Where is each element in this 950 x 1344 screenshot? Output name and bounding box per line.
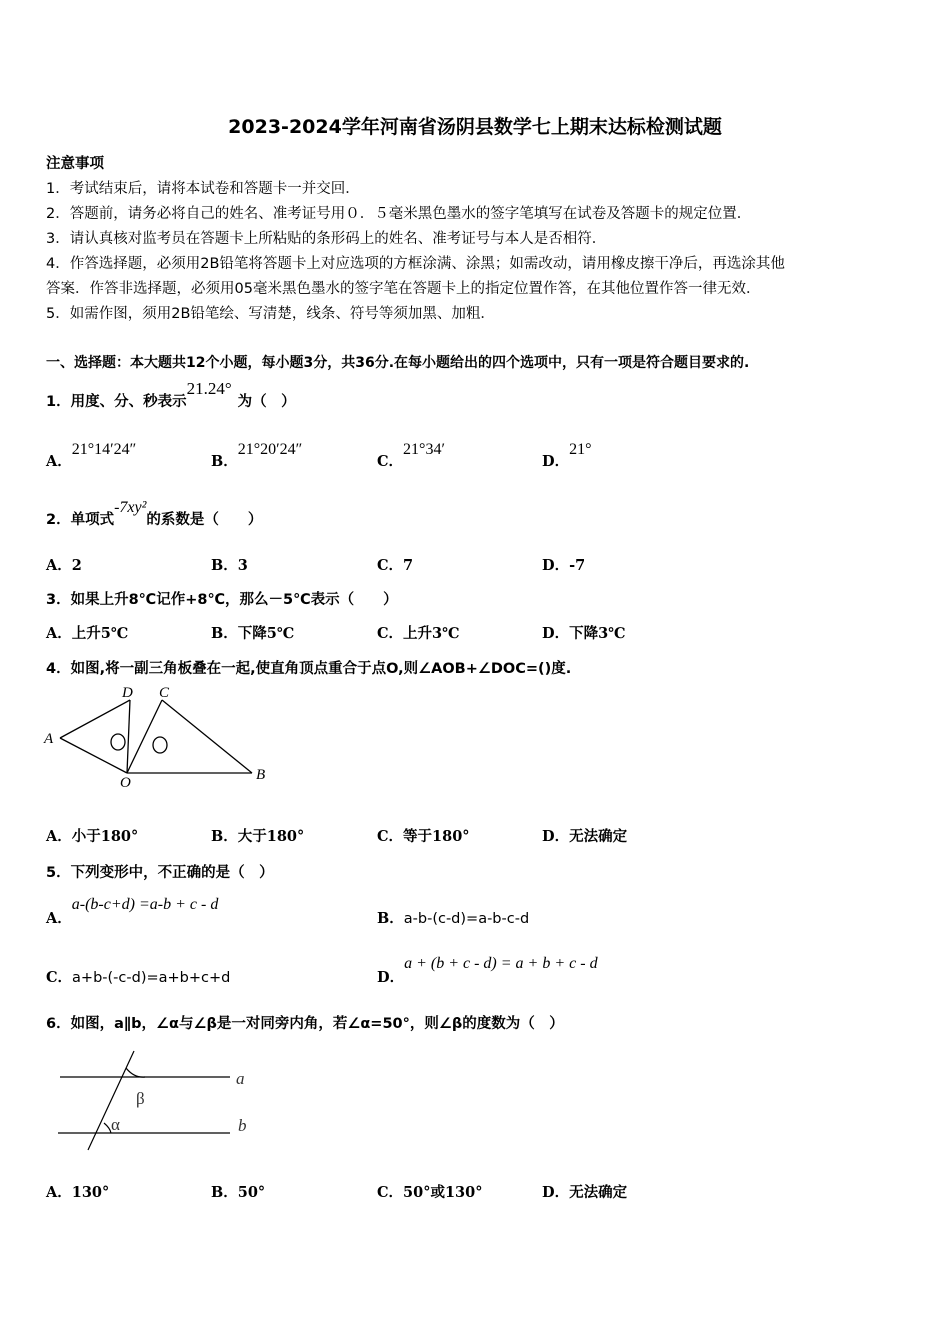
question-6-option-c: C．50°或130°: [377, 1184, 483, 1201]
page-title: 2023-2024学年河南省汤阴县数学七上期末达标检测试题: [228, 116, 722, 138]
question-6-option-d: D．无法确定: [542, 1184, 628, 1201]
label-o: O: [120, 775, 131, 791]
alpha-arc: [104, 1123, 111, 1133]
question-1-option-b: B．21°20′24″: [211, 441, 303, 470]
question-4-option-b: B．大于180°: [211, 828, 305, 845]
line-oc: [127, 700, 162, 773]
question-2-option-c: C．7: [377, 557, 414, 574]
question-4-figure: [40, 682, 280, 792]
line-ao: [60, 738, 127, 773]
question-6-figure: [50, 1046, 270, 1156]
section-heading: 一、选择题：本大题共12个小题，每小题3分，共36分.在每小题给出的四个选项中，只有一项是符合题目要求的.: [46, 355, 750, 371]
question-2: 2．单项式-7xy²的系数是（ ）: [46, 499, 263, 528]
question-4-option-a: A．小于180°: [46, 828, 139, 845]
question-5-option-d: D．a + (b + c - d) = a + b + c - d: [377, 955, 598, 986]
notice-item: 1．考试结束后，请将本试卷和答题卡一并交回．: [46, 181, 360, 197]
question-3-option-c: C．上升3℃: [377, 625, 460, 642]
question-5: 5．下列变形中，不正确的是（ ）: [46, 865, 274, 881]
question-6-option-a: A．130°: [46, 1184, 110, 1201]
question-1-math: 21.24°: [186, 379, 232, 398]
notice-heading: 注意事项: [46, 156, 104, 172]
question-2-option-b: B．3: [211, 557, 248, 574]
question-1: [46, 379, 296, 411]
notice-item: 4．作答选择题，必须用2B铅笔将答题卡上对应选项的方框涂满、涂黑；如需改动，请用橡皮擦干净后，再选涂其他: [46, 256, 785, 272]
question-4-option-d: D．无法确定: [542, 828, 628, 845]
question-1-prefix: 1．用度、分、秒表示: [46, 394, 187, 410]
question-3-option-a: A．上升5℃: [46, 625, 129, 642]
label-c: C: [159, 685, 170, 701]
angle-mark-right: [153, 737, 167, 753]
question-6: 6．如图，a∥b，∠α与∠β是一对同旁内角，若∠α=50°，则∠β的度数为（ ）: [46, 1016, 564, 1032]
notice-item: 5．如需作图，须用2B铅笔绘、写清楚，线条、符号等须加黑、加粗．: [46, 306, 495, 322]
angle-mark-left: [111, 734, 125, 750]
question-1-option-c: C．21°34′: [377, 441, 445, 470]
question-5-option-a: A．a-(b-c+d) =a-b + c - d: [46, 896, 219, 927]
question-1-suffix: 为（ ）: [237, 394, 296, 410]
question-2-option-a: A．2: [46, 557, 82, 574]
question-2-math: -7xy²: [114, 499, 147, 516]
question-4-option-c: C．等于180°: [377, 828, 470, 845]
label-b: B: [256, 767, 266, 783]
label-line-b: b: [238, 1116, 247, 1135]
notice-item: 答案．作答非选择题，必须用05毫米黑色墨水的签字笔在答题卡上的指定位置作答，在其他位置作答一律无效．: [46, 281, 761, 297]
beta-arc: [126, 1068, 145, 1077]
notice-item: 2．答题前，请务必将自己的姓名、准考证号用０．５毫米黑色墨水的签字笔填写在试卷及答题卡的规定位置．: [46, 206, 752, 222]
beta-label: β: [136, 1089, 145, 1108]
question-5-option-c: C．a+b-(-c-d)=a+b+c+d: [46, 969, 231, 986]
line-do: [127, 700, 130, 773]
question-6-option-b: B．50°: [211, 1184, 266, 1201]
label-a: A: [44, 731, 54, 747]
question-1-option-a: A．21°14′24″: [46, 441, 137, 470]
alpha-label: α: [111, 1115, 120, 1134]
question-1-option-d: D．21°: [542, 441, 592, 470]
question-3: 3．如果上升8℃记作+8℃，那么－5℃表示（ ）: [46, 592, 398, 608]
question-4: 4．如图,将一副三角板叠在一起,使直角顶点重合于点O,则∠AOB+∠DOC=()度.: [46, 661, 572, 677]
label-d: D: [122, 685, 133, 701]
label-line-a: a: [236, 1069, 245, 1088]
line-cb: [162, 700, 252, 773]
notice-item: 3．请认真核对监考员在答题卡上所粘贴的条形码上的姓名、准考证号与本人是否相符．: [46, 231, 607, 247]
question-5-option-b: B．a-b-(c-d)=a-b-c-d: [377, 910, 530, 927]
line-ad: [60, 700, 130, 738]
question-2-option-d: D．-7: [542, 557, 586, 574]
question-3-option-b: B．下降5℃: [211, 625, 295, 642]
transversal: [88, 1051, 134, 1150]
question-3-option-d: D．下降3℃: [542, 625, 626, 642]
